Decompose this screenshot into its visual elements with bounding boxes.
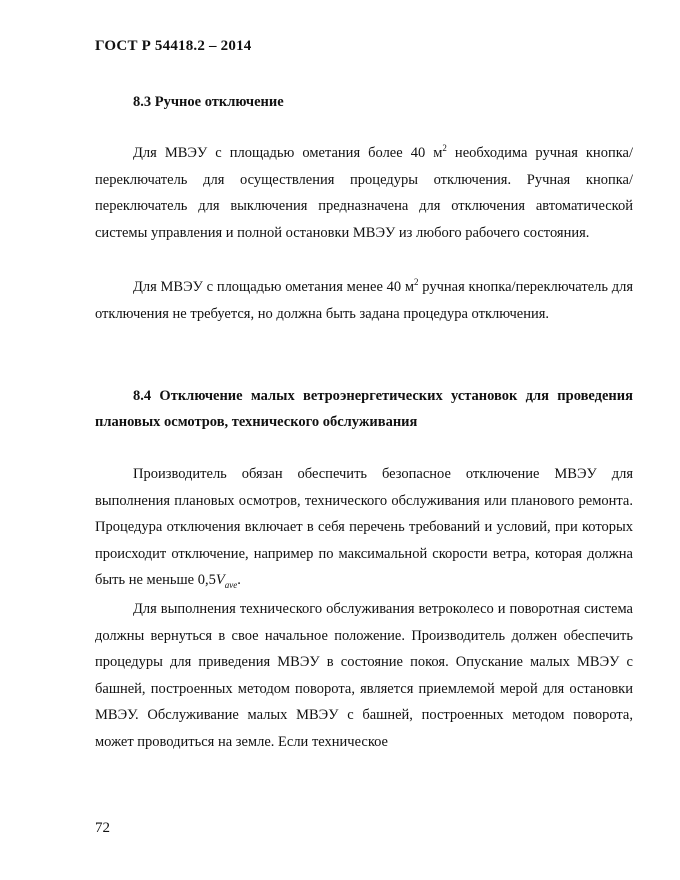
page-number: 72	[95, 820, 110, 836]
superscript: 2	[442, 143, 447, 154]
paragraph-text: Производитель обязан обеспечить безопасное отключение МВЭУ для выполнения плановых осмотров, технического обслуживания или планового ремонта. Процедура отключения включает в себя перечень требований и условий, при которых происходит отключение, например по максимальной скорости ветра, которая должна быть не меньше 0,5	[95, 466, 633, 588]
paragraph-8-3-1	[95, 140, 633, 246]
variable-v: V	[215, 572, 225, 588]
paragraph-text: Для МВЭУ с площадью ометания более 40 м	[133, 145, 443, 161]
section-title: Отключение малых ветроэнергетических установок для проведения плановых осмотров, технического обслуживания	[95, 388, 633, 430]
paragraph-8-3-2	[95, 274, 633, 327]
paragraph-text: необходима ручная кнопка/переключатель для осуществления процедуры отключения. Ручная кнопка/переключатель для выключения предназначена для отключения автоматической системы управления и полной остановки МВЭУ из любого рабочего состояния.	[95, 145, 633, 241]
paragraph-8-4-1	[95, 461, 633, 594]
variable-subscript: ave	[224, 579, 238, 590]
document-header: ГОСТ Р 54418.2 – 2014	[95, 38, 252, 54]
section-8-3-heading: 8.3 Ручное отключение	[133, 94, 284, 110]
section-number: 8.4	[133, 388, 152, 404]
paragraph-text: ручная кнопка/переключатель для отключения не требуется, но должна быть задана процедура отключения.	[95, 279, 633, 322]
superscript: 2	[414, 277, 419, 288]
paragraph-text: Для МВЭУ с площадью ометания менее 40 м	[133, 279, 415, 295]
paragraph-text: .	[237, 572, 241, 588]
paragraph-8-4-2: Для выполнения технического обслуживания ветроколесо и поворотная система должны вернуться в свое начальное положение. Производитель должен обеспечить процедуры для приведения МВЭУ в состояние покоя. Опускание малых МВЭУ с башней, построенных методом поворота, является приемлемой мерой для остановки МВЭУ. Обслуживание малых МВЭУ с башней, построенных методом поворота, может проводиться на земле. Если техническое	[95, 601, 633, 750]
section-8-4-heading	[95, 383, 633, 435]
